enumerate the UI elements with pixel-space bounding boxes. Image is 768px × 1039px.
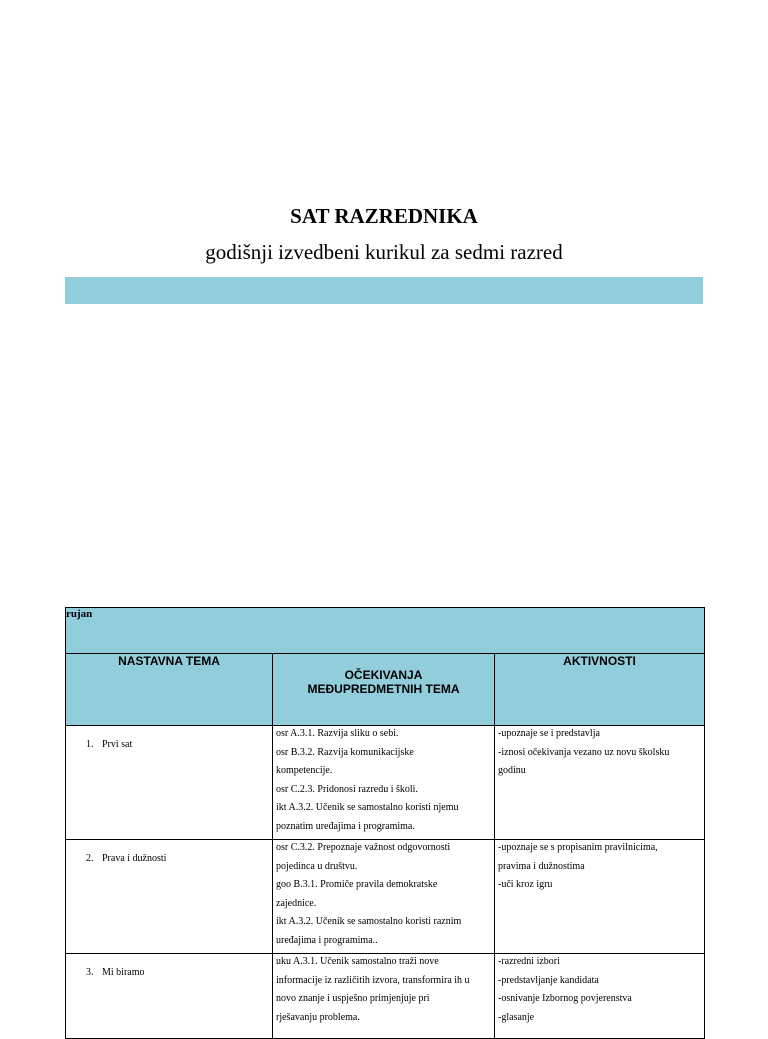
activity-line: -predstavljanje kandidata: [498, 974, 599, 986]
table-row: [66, 954, 705, 1039]
expectations-cell: [273, 954, 495, 1039]
expectation-line: kompetencije.: [276, 765, 333, 776]
expectation-line: poznatim uređajima i programima.: [276, 820, 415, 832]
expectation-line: osr C.2.3. Pridonosi razredu i školi.: [276, 783, 418, 795]
curriculum-table: [65, 607, 705, 1039]
decorative-band: [65, 277, 703, 304]
table-header-row: [66, 654, 705, 726]
expectation-line: uku A.3.1. Učenik samostalno traži nove: [276, 956, 439, 967]
activity-line: -uči kroz igru: [498, 879, 553, 890]
activity-line: godinu: [498, 765, 526, 776]
document-subtitle: godišnji izvedbeni kurikul za sedmi razred: [205, 240, 563, 264]
month-label: rujan: [66, 608, 705, 654]
topic-number: 1.: [86, 739, 94, 750]
document-title: SAT RAZREDNIKA: [290, 204, 478, 228]
expectation-line: pojedinca u društvu.: [276, 860, 358, 872]
activity-line: -iznosi očekivanja vezano uz novu školsku: [498, 746, 670, 758]
activities-cell: [495, 726, 705, 840]
activities-cell: [495, 840, 705, 954]
expectation-line: novo znanje i uspješno primjenjuje pri: [276, 993, 430, 1004]
topic-number: 2.: [86, 853, 94, 864]
activity-line: -upoznaje se s propisanim pravilnicima,: [498, 842, 658, 853]
expectation-line: rješavanju problema.: [276, 1011, 360, 1023]
activity-line: -glasanje: [498, 1011, 535, 1023]
topic-name: Prvi sat: [102, 739, 133, 750]
header-expectations-line1: OČEKIVANJA: [344, 668, 423, 682]
topic-name: Mi biramo: [102, 967, 145, 978]
topic-cell: [66, 726, 273, 840]
expectation-line: ikt A.3.2. Učenik se samostalno koristi njemu: [276, 802, 459, 813]
header-activities: AKTIVNOSTI: [495, 654, 705, 726]
expectation-line: ikt A.3.2. Učenik se samostalno koristi raznim: [276, 916, 462, 927]
month-row: [66, 608, 705, 654]
table-row: [66, 726, 705, 840]
activities-cell: [495, 954, 705, 1039]
activity-line: pravima i dužnostima: [498, 860, 585, 872]
header-expectations-line2: MEĐUPREDMETNIH TEMA: [307, 682, 460, 696]
activity-line: -upoznaje se i predstavlja: [498, 728, 600, 739]
topic-cell: [66, 954, 273, 1039]
header-expectations: [273, 654, 495, 726]
topic-name: Prava i dužnosti: [102, 853, 167, 864]
expectation-line: osr C.3.2. Prepoznaje važnost odgovornosti: [276, 842, 451, 853]
expectation-line: zajednice.: [276, 897, 317, 909]
expectation-line: informacije iz različitih izvora, transformira ih u: [276, 974, 470, 986]
activity-line: -razredni izbori: [498, 956, 560, 967]
expectation-line: osr B.3.2. Razvija komunikacijske: [276, 746, 414, 758]
expectation-line: goo B.3.1. Promiče pravila demokratske: [276, 879, 438, 890]
topic-number: 3.: [86, 967, 94, 978]
activity-line: -osnivanje Izbornog povjerenstva: [498, 993, 632, 1004]
header-topic: NASTAVNA TEMA: [66, 654, 273, 726]
expectations-cell: [273, 726, 495, 840]
table-row: [66, 840, 705, 954]
expectation-line: uređajima i programima..: [276, 934, 378, 946]
expectations-cell: [273, 840, 495, 954]
topic-cell: [66, 840, 273, 954]
expectation-line: osr A.3.1. Razvija sliku o sebi.: [276, 728, 399, 739]
